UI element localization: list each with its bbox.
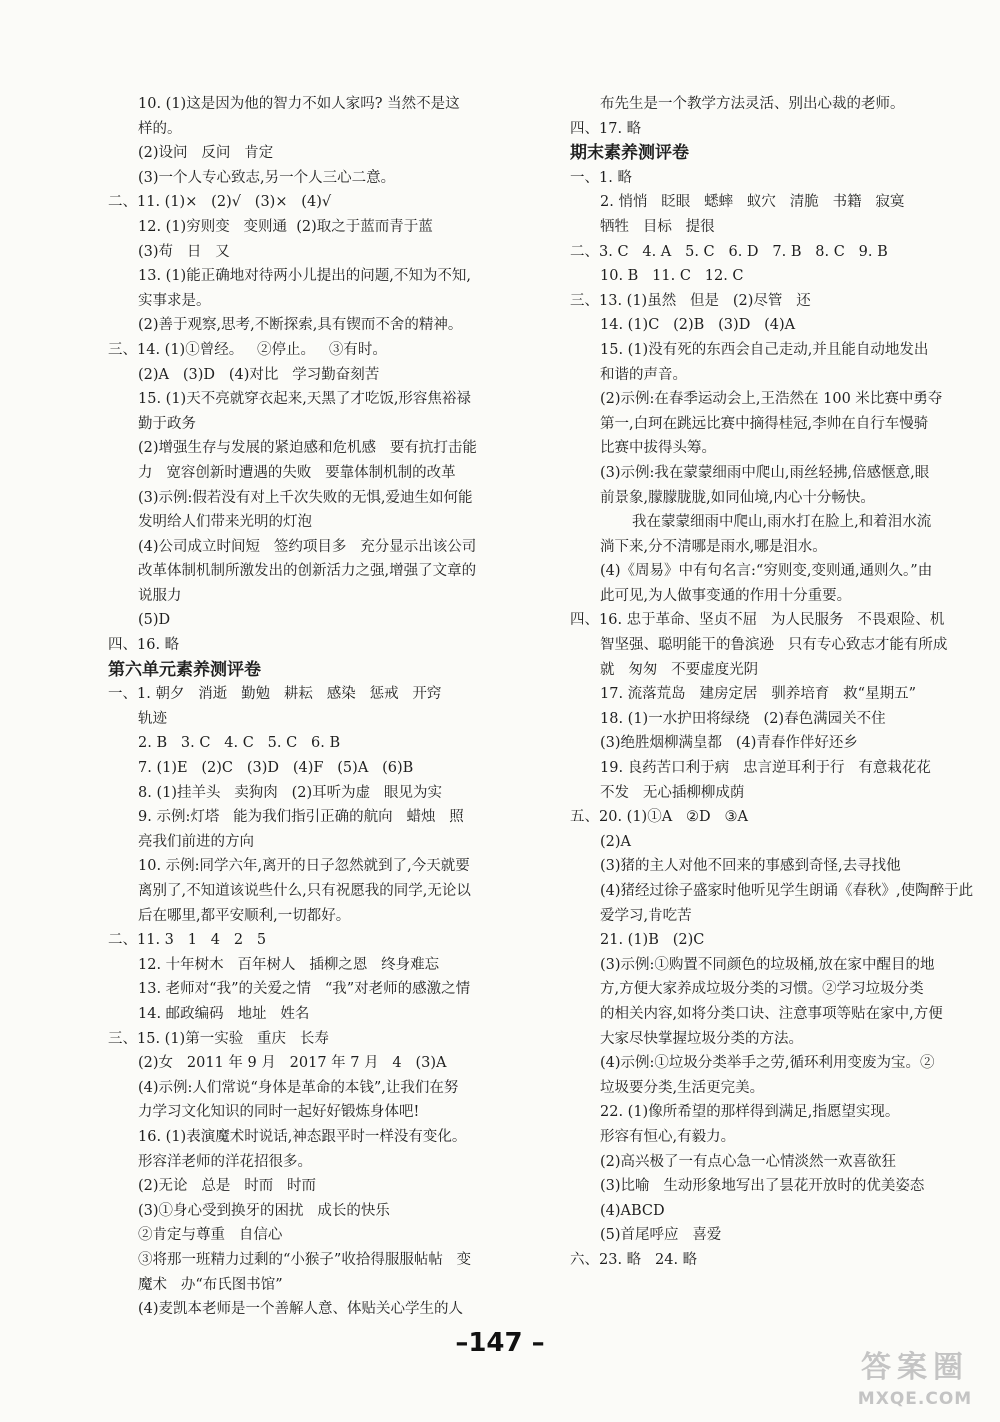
answer-line: 改革体制机制所激发出的创新活力之强,增强了文章的 [138,563,477,580]
answer-line: 三、15. (1)第一实验 重庆 长寿 [108,1030,329,1047]
answer-line: (2)设问 反问 肯定 [138,145,274,162]
answer-line: (3)猪的主人对他不回来的事感到奇怪,去寻找他 [600,858,901,875]
answer-line: 一、1. 略 [570,169,632,186]
answer-line: 垃圾要分类,生活更完美。 [600,1079,765,1096]
answer-line: (5)D [138,612,171,629]
watermark-logo [850,1348,980,1418]
answer-line: 15. (1)没有死的东西会自己走动,并且能自动地发出 [600,341,929,358]
answer-line: 一、1. 朝夕 消逝 勤勉 耕耘 感染 惩戒 开窍 [108,686,442,703]
answer-line: (5)首尾呼应 喜爱 [600,1227,722,1244]
answer-line: ③将那一班精力过剩的“小猴子”收拾得服服帖帖 变 [138,1251,472,1268]
answer-line: 10. B 11. C 12. C [600,268,744,285]
answer-line: 说服力 [138,587,182,604]
answer-line: 亮我们前进的方向 [138,833,254,850]
answer-line: 15. (1)天不亮就穿衣起来,天黑了才吃饭,形容焦裕禄 [138,391,471,408]
answer-line: 六、23. 略 24. 略 [570,1251,698,1268]
answer-line: (4)猪经过徐子盛家时他听见学生朗诵《春秋》,使陶醉于此 [600,883,974,899]
answer-line: 二、11. (1)× (2)√ (3)× (4)√ [108,194,332,211]
answer-line: (3)示例:我在蒙蒙细雨中爬山,雨丝轻拂,倍感惬意,眼 [600,464,930,481]
answer-line: (2)A [600,833,632,850]
answer-line: (2)善于观察,思考,不断探索,具有锲而不舍的精神。 [138,317,463,334]
answer-line: (2)示例:在春季运动会上,王浩然在 100 米比赛中勇夺 [600,391,943,408]
section-heading: 期末素养测评卷 [570,143,689,164]
answer-line: 方,方便大家养成垃圾分类的习惯。②学习垃圾分类 [600,981,924,998]
answer-line: (4)麦凯本老师是一个善解人意、体贴关心学生的人 [138,1301,464,1318]
answer-line: (3)①身心受到换牙的困扰 成长的快乐 [138,1202,390,1219]
answer-line: ②肯定与尊重 自信心 [138,1227,283,1244]
answer-line: 18. (1)一水护田将绿绕 (2)春色满园关不住 [600,710,886,727]
answer-line: 形容洋老师的洋花招很多。 [138,1153,312,1170]
answer-line: 二、11. 3 1 4 2 5 [108,932,267,949]
answer-line: (4)《周易》中有句名言:“穷则变,变则通,通则久。”由 [600,563,933,580]
answer-line: 勤于政务 [138,415,196,432]
answer-line: (3)比喻 生动形象地写出了昙花开放时的优美姿态 [600,1178,925,1195]
answer-line: (4)ABCD [600,1202,665,1219]
answer-line: 四、17. 略 [570,120,642,137]
watermark-url: MXQE.COM [857,1389,973,1409]
answer-line: (2)女 2011 年 9 月 2017 年 7 月 4 (3)A [138,1055,447,1072]
answer-line: 二、3. C 4. A 5. C 6. D 7. B 8. C 9. B [570,243,888,260]
left-answer-column [108,92,548,1322]
answer-line: 力学习文化知识的同时一起好好锻炼身体吧! [138,1104,420,1121]
answer-line: 五、20. (1)①A ②D ③A [570,809,748,826]
answer-line: 四、16. 略 [108,637,180,654]
answer-line: 第一,白珂在跳远比赛中摘得桂冠,李帅在自行车慢骑 [600,415,929,432]
answer-line: 2. B 3. C 4. C 5. C 6. B [138,735,341,752]
answer-line: (3)绝胜烟柳满皇都 (4)青春作伴好还乡 [600,735,858,752]
answer-line: 12. 十年树木 百年树人 插柳之恩 终身难忘 [138,956,440,973]
answer-line: 后在哪里,都平安顺利,一切都好。 [138,907,351,924]
answer-line: 四、16. 忠于革命、坚贞不屈 为人民服务 不畏艰险、机 [570,612,945,629]
answer-line: 和谐的声音。 [600,366,687,383]
answer-line: 13. (1)能正确地对待两小儿提出的问题,不知为不知, [138,268,471,285]
answer-line: 13. 老师对“我”的关爱之情 “我”对老师的感激之情 [138,981,471,998]
answer-line: 轨迹 [138,710,167,727]
answer-line: (3)示例:假若没有对上千次失败的无惧,爱迪生如何能 [138,489,473,506]
answer-line: 离别了,不知道该说些什么,只有祝愿我的同学,无论以 [138,883,471,899]
answer-line: 我在蒙蒙细雨中爬山,雨水打在脸上,和着泪水流 [632,514,932,531]
answer-line: 17. 流落荒岛 建房定居 驯养培育 救“星期五” [600,686,916,703]
answer-line: 牺牲 目标 提很 [600,218,715,235]
answer-line: 14. (1)C (2)B (3)D (4)A [600,317,796,334]
answer-line: 16. (1)表演魔术时说话,神态跟平时一样没有变化。 [138,1128,467,1145]
answer-line: 此可见,为人做事变通的作用十分重要。 [600,587,852,604]
answer-line: (3)一个人专心致志,另一个人三心二意。 [138,169,396,186]
answer-line: 大家尽快掌握垃圾分类的方法。 [600,1030,803,1047]
right-answer-column [570,92,1000,1273]
answer-line: 14. 邮政编码 地址 姓名 [138,1005,310,1022]
answer-line: (2)A (3)D (4)对比 学习勤奋刻苦 [138,366,380,383]
answer-line: (4)示例:①垃圾分类举手之劳,循环利用变废为宝。② [600,1055,935,1072]
answer-line: 三、14. (1)①曾经。 ②停止。 ③有时。 [108,341,387,358]
watermark-logo-text: 答案圈 [861,1350,969,1385]
answer-line: 22. (1)像所希望的那样得到满足,指愿望实现。 [600,1104,900,1121]
answer-line: 21. (1)B (2)C [600,932,705,949]
answer-line: 2. 悄悄 眨眼 蟋蟀 蚁穴 清脆 书籍 寂寞 [600,194,905,211]
answer-line: 爱学习,肯吃苦 [600,907,692,924]
answer-line: (2)增强生存与发展的紧迫感和危机感 要有抗打击能 [138,440,477,457]
answer-line: 的相关内容,如将分类口诀、注意事项等贴在家中,方便 [600,1005,943,1022]
answer-line: 样的。 [138,120,182,137]
answer-line: (4)示例:人们常说“身体是革命的本钱”,让我们在努 [138,1079,459,1096]
answer-line: (3)示例:①购置不同颜色的垃圾桶,放在家中醒目的地 [600,956,935,973]
answer-line: 9. 示例:灯塔 能为我们指引正确的航向 蜡烛 照 [138,809,464,826]
answer-line: 形容有恒心,有毅力。 [600,1128,736,1145]
answer-line: 7. (1)E (2)C (3)D (4)F (5)A (6)B [138,760,414,777]
answer-line: 三、13. (1)虽然 但是 (2)尽管 还 [570,292,811,309]
answer-line: 力 宽容创新时遭遇的失败 要靠体制机制的改革 [138,464,456,481]
answer-line: 10. 示例:同学六年,离开的日子忽然就到了,今天就要 [138,858,470,875]
answer-line: 就 匆匆 不要虚度光阴 [600,661,759,678]
answer-line: 布先生是一个教学方法灵活、别出心裁的老师。 [600,96,905,112]
section-heading: 第六单元素养测评卷 [108,659,261,680]
answer-line: 实事求是。 [138,292,211,309]
answer-line: 19. 良药苦口利于病 忠言逆耳利于行 有意栽花花 [600,760,931,777]
answer-line: 比赛中拔得头筹。 [600,440,716,457]
answer-line: (2)无论 总是 时而 时而 [138,1178,317,1195]
page-number: –147 – [455,1328,545,1358]
answer-line: (4)公司成立时间短 签约项目多 充分显示出该公司 [138,538,477,555]
answer-line: 前景象,朦朦胧胧,如同仙境,内心十分畅快。 [600,489,875,506]
answer-line: 不发 无心插柳柳成荫 [600,784,745,801]
answer-line: 淌下来,分不清哪是雨水,哪是泪水。 [600,538,827,555]
answer-line: 10. (1)这是因为他的智力不如人家吗? 当然不是这 [138,96,460,112]
answer-line: 魔术 办“布氏图书馆” [138,1276,283,1293]
answer-line: (3)苟 日 又 [138,243,230,260]
answer-line: 8. (1)挂羊头 卖狗肉 (2)耳听为虚 眼见为实 [138,784,443,801]
answer-line: 发明给人们带来光明的灯泡 [138,514,312,531]
answer-line: (2)高兴极了一有点心急一心情淡然一欢喜欲狂 [600,1153,897,1170]
answer-line: 12. (1)穷则变 变则通 (2)取之于蓝而青于蓝 [138,218,433,235]
answer-line: 智坚强、聪明能干的鲁滨逊 只有专心致志才能有所成 [600,637,948,654]
